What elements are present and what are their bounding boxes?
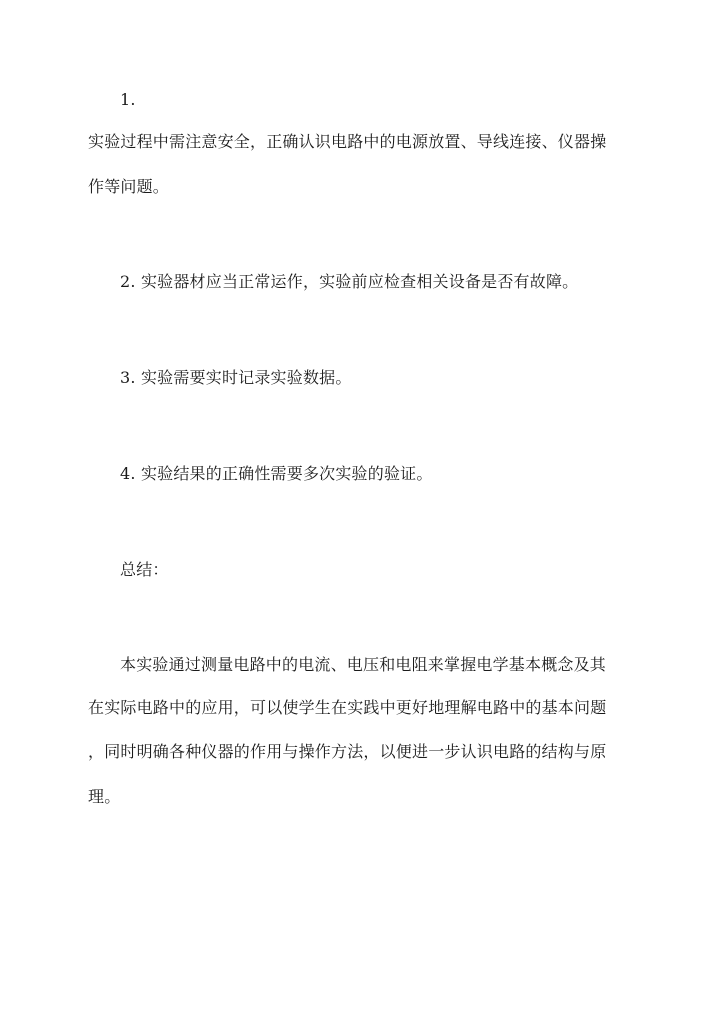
summary-line-2: 在实际电路中的应用，可以使学生在实践中更好地理解电路中的基本问题 <box>88 698 607 717</box>
summary-line-1: 本实验通过测量电路中的电流、电压和电阻来掌握电学基本概念及其 <box>120 655 607 674</box>
item-2-text: 2. 实验器材应当正常运作，实验前应检查相关设备是否有故障。 <box>120 272 579 291</box>
item-1-line-1: 实验过程中需注意安全，正确认识电路中的电源放置、导线连接、仪器操 <box>88 132 607 151</box>
item-3-text: 3. 实验需要实时记录实验数据。 <box>120 368 352 387</box>
summary-line-4: 理。 <box>88 787 121 806</box>
summary-heading: 总结： <box>120 560 169 579</box>
item-1-number: 1. <box>120 90 136 109</box>
summary-line-3: ，同时明确各种仪器的作用与操作方法，以便进一步认识电路的结构与原 <box>88 742 607 761</box>
item-4-text: 4. 实验结果的正确性需要多次实验的验证。 <box>120 464 433 483</box>
item-1-line-2: 作等问题。 <box>88 177 170 196</box>
